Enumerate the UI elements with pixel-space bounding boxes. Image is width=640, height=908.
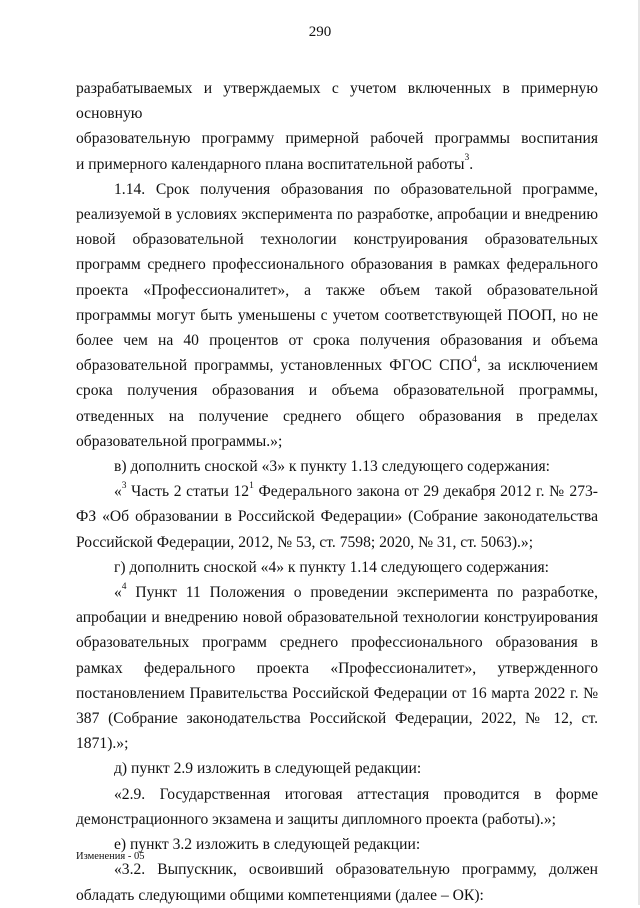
text-fragment: Пункт 11 Положения о проведении эксперимента по разработке, апробации и внедрению новой образовательной технологии конструирования образовательных программ среднего профессионального образования в рамках федерального проекта «Профессионалитет», утвержденного постановлением Правительства Российской Федерации от 16 марта 2022 г. № 387 (Собрание законодательства Российской Федерации, 2022, № 12, ст. 1871).»; bbox=[76, 584, 598, 753]
paragraph-item-e: е) пункт 3.2 изложить в следующей редакции: bbox=[114, 836, 421, 854]
paragraph-item-g: г) дополнить сноской «4» к пункту 1.14 следующего содержания: bbox=[114, 558, 550, 576]
text-line: образовательную программу примерной рабочей программы воспитания bbox=[76, 130, 598, 148]
paragraph-continuation bbox=[76, 76, 598, 177]
text-fragment: и примерного календарного плана воспитательной работы bbox=[76, 155, 465, 173]
text-fragment: « bbox=[114, 584, 122, 602]
paragraph-item-v: в) дополнить сноской «3» к пункту 1.13 следующего содержания: bbox=[114, 458, 550, 476]
paragraph-3-2: «3.2. Выпускник, освоивший образовательную программу, должен обладать следующими общими компетенциями (далее – ОК): bbox=[76, 861, 598, 904]
paragraph-footnote-3 bbox=[76, 479, 598, 555]
document-body bbox=[76, 76, 598, 908]
footnote-mark: 3 bbox=[121, 481, 127, 492]
paragraph-1-14 bbox=[76, 177, 598, 454]
text-fragment: . bbox=[469, 155, 474, 173]
text-fragment: Часть 2 статьи 12 bbox=[126, 483, 250, 501]
footnote-ref: 3 bbox=[464, 153, 470, 164]
page-footer: Изменения - 05 bbox=[76, 851, 145, 862]
paragraph-footnote-4 bbox=[76, 580, 598, 756]
text-fragment: « bbox=[114, 483, 122, 501]
article-superscript: 1 bbox=[249, 481, 254, 492]
text-line bbox=[76, 152, 598, 177]
text-fragment: Федерального закона от 29 декабря 2012 г. № 273-ФЗ «Об образовании в Российской Федерации» (Собрание законодательства Российской Федерации, 2012, № 53, ст. 7598; 2020, № 31, ст. 5063).»; bbox=[76, 483, 598, 551]
footnote-ref: 4 bbox=[472, 355, 477, 366]
paragraph-2-9: «2.9. Государственная итоговая аттестация проводится в форме демонстрационного экзамена и защиты дипломного проекта (работы).»; bbox=[76, 785, 598, 828]
page-number: 290 bbox=[308, 24, 332, 40]
text-fragment: , за исключением срока получения образования и объема образовательной программы, отведенных на получение среднего общего образования в пределах образовательной программы.»; bbox=[76, 357, 598, 450]
text-fragment: 1.14. Срок получения образования по образовательной программе, реализуемой в условиях эксперимента по разработке, апробации и внедрению новой образовательной технологии конструирования образовательных программ среднего профессионального образования в рамках федерального проекта «Профессионалитет», а также объем такой образовательной программы могут быть уменьшены с учетом соответствующей ПООП, но не более чем на 40 процентов от срока получения образования и объема образовательной программы, установленных ФГОС СПО bbox=[76, 180, 598, 375]
paragraph-item-d: д) пункт 2.9 изложить в следующей редакции: bbox=[114, 760, 422, 778]
text-line: разрабатываемых и утверждаемых с учетом включенных в примерную основную bbox=[76, 80, 598, 123]
footnote-mark: 4 bbox=[121, 581, 127, 592]
